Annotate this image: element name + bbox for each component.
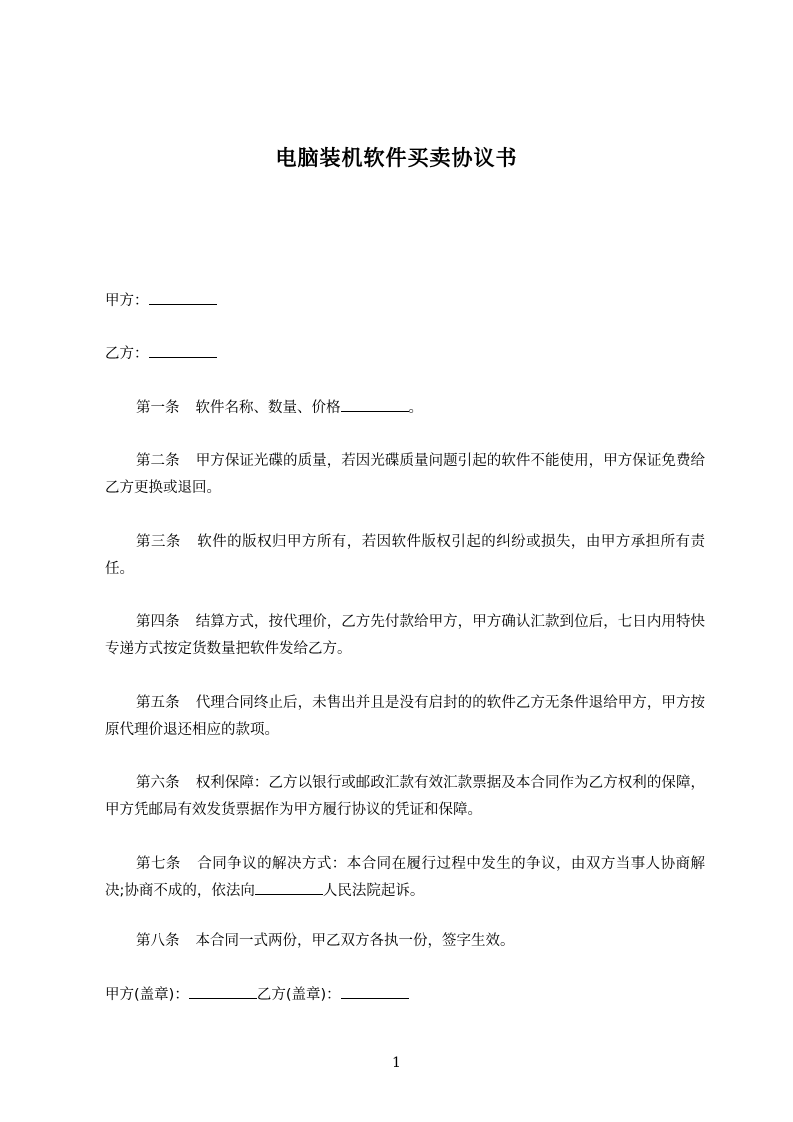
clause-3-label: 第三条 [136,534,181,550]
clause-6 [105,770,705,824]
clause-2-text: 甲方保证光碟的质量，若因光碟质量问题引起的软件不能使用，甲方保证免费给乙方更换或退回。 [105,453,706,496]
party-b-line [105,341,705,368]
clause-1 [105,395,705,422]
party-a-line [105,288,705,315]
clause-4 [105,609,705,663]
signature-line [105,982,705,1009]
clause-8 [105,928,705,955]
clause-6-label: 第六条 [136,775,180,791]
party-a-seal-blank [189,984,257,999]
party-b-seal-label: 乙方(盖章)： [256,987,341,1003]
party-a-label: 甲方： [105,293,149,309]
page-number: 1 [392,1055,401,1071]
clause-4-label: 第四条 [136,614,180,630]
document-title: 电脑装机软件买卖协议书 [275,146,518,170]
clause-7-court-blank [255,880,323,895]
clause-2 [105,448,705,502]
clause-1-label: 第一条 [136,400,180,416]
clause-7-text-after: 人民法院起诉。 [322,883,425,899]
clause-8-text: 本合同一式两份，甲乙双方各执一份，签字生效。 [195,933,515,949]
clause-5-text: 代理合同终止后，未售出并且是没有启封的的软件乙方无条件退给甲方，甲方按原代理价退还相应的款项。 [105,695,706,738]
clause-1-suffix: 。 [408,400,423,416]
clause-4-text: 结算方式，按代理价，乙方先付款给甲方，甲方确认汇款到位后，七日内用特快专递方式按定货数量把软件发给乙方。 [105,614,706,657]
party-a-seal-label: 甲方(盖章)： [105,987,189,1003]
clause-1-blank [341,397,409,412]
clause-8-label: 第八条 [136,933,180,949]
party-a-blank [149,290,217,305]
clause-3 [105,529,705,583]
clause-6-text: 权利保障：乙方以银行或邮政汇款有效汇款票据及本合同作为乙方权利的保障，甲方凭邮局有效发货票据作为甲方履行协议的凭证和保障。 [105,775,706,818]
clause-1-text: 软件名称、数量、价格 [195,400,341,416]
clause-7-label: 第七条 [136,856,181,872]
clause-5-label: 第五条 [136,695,180,711]
party-b-seal-blank [341,984,409,999]
party-b-label: 乙方： [105,346,149,362]
clause-5 [105,690,705,744]
party-b-blank [149,343,217,358]
clause-2-label: 第二条 [136,453,180,469]
clause-3-text: 软件的版权归甲方所有，若因软件版权引起的纠纷或损失，由甲方承担所有责任。 [105,534,706,577]
clause-7 [105,851,705,905]
clause-7-text-before: 合同争议的解决方式：本合同在履行过程中发生的争议，由双方当事人协商解决;协商不成的，依法向 [105,856,706,899]
